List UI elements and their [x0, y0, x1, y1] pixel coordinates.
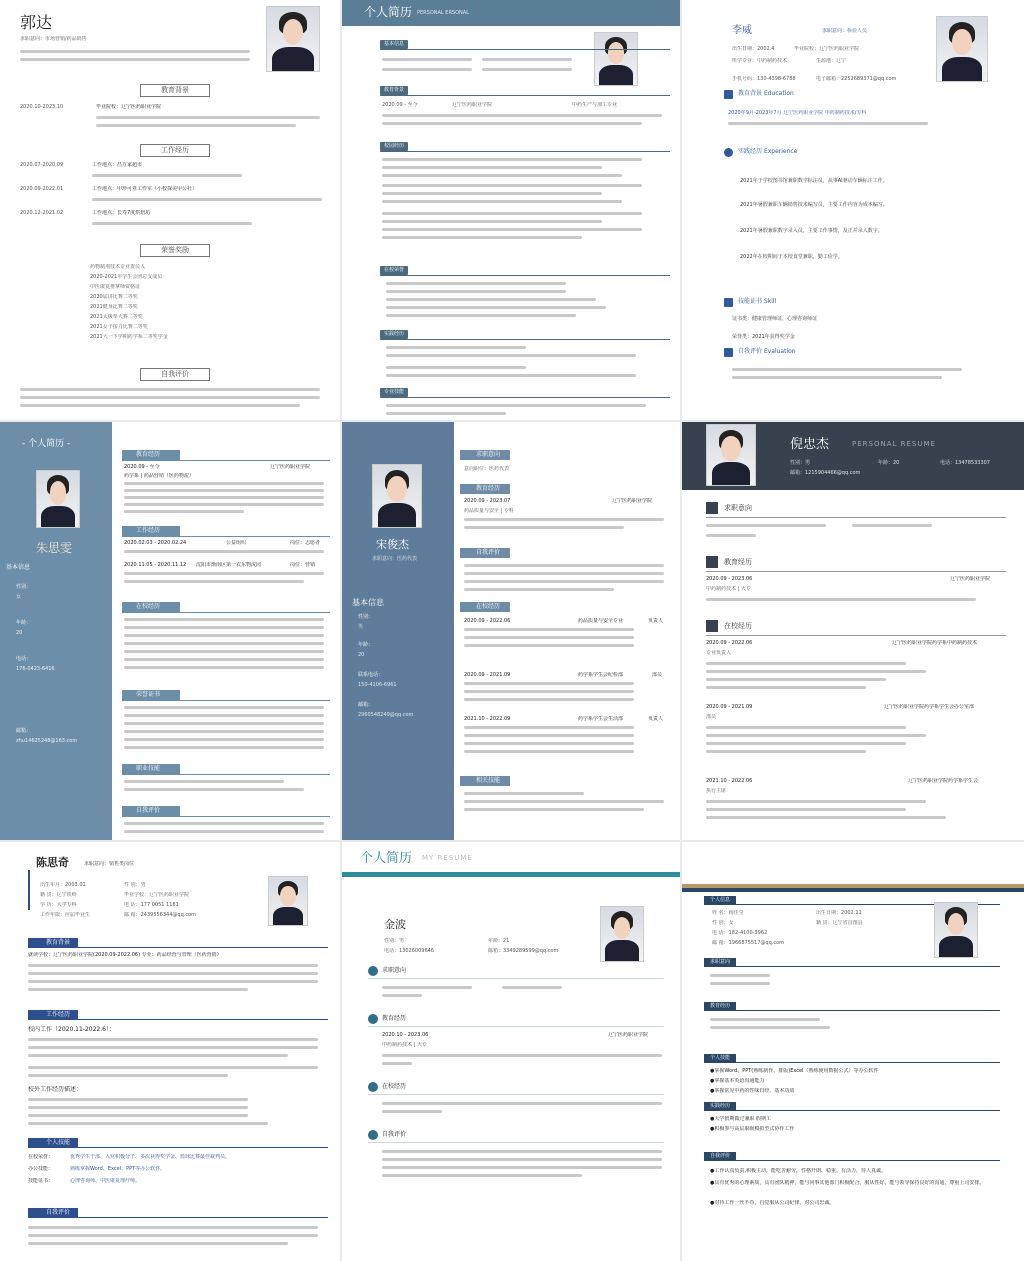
resume-title: 个人简历 — [360, 851, 413, 866]
age: 年龄：21 — [488, 938, 510, 944]
book-icon — [724, 298, 733, 307]
work-title: 校内工作（2020.11-2022.6）： — [28, 1026, 115, 1033]
campus-date: 2021.10 - 2022.09 — [464, 716, 511, 722]
section-title: 在校经历 — [460, 602, 510, 612]
campus-icon — [368, 1082, 378, 1092]
work-role: 岗位：志愿者 — [290, 540, 321, 546]
resume-objective: 求职意向：医药代表 — [372, 556, 418, 562]
campus-date: 2021.10 - 2022.06 — [706, 778, 753, 784]
edu-school: 辽宁医药职业学院 — [950, 576, 991, 582]
edu-school: 辽宁医药职业学院 — [452, 102, 493, 108]
work-place: 工作地点：甲珍可亚工作室（小校探美甲公社） — [92, 186, 198, 192]
work-company: 沈阳市渐南区第一农东物流园 — [196, 562, 262, 568]
section-title: 职业技能 — [122, 764, 180, 774]
evaluation-icon — [368, 1130, 378, 1140]
section-title: 基本信息 — [380, 40, 408, 49]
info-row: 出生日期：2002.11 — [816, 910, 862, 916]
resume-name: 陈思奇 — [36, 856, 69, 869]
section-title: 在校荣誉 — [380, 266, 408, 275]
section-title: 自我评价 — [122, 806, 180, 816]
skill-item: ●掌握常见中药的性味归经、基本功效 — [710, 1088, 795, 1094]
info-row: 邮 箱：2439556344@qq.com — [124, 912, 197, 918]
profile-photo — [706, 424, 756, 486]
education-icon — [368, 1014, 378, 1024]
honor-item: 中医康复推拿师资格证 — [90, 284, 141, 290]
section-title: 实践经历 Experience — [738, 148, 798, 155]
edu-school: 毕业院校：辽宁医药职业学院 — [96, 104, 162, 110]
section-title: 自我评价 Evaluation — [738, 348, 796, 355]
campus-org: 辽宁医药职业学院药学系学生会 — [908, 778, 979, 784]
gender: 性别：男 — [790, 460, 811, 466]
info-value: 2960548249@qq.com — [358, 712, 414, 718]
edu-school: 辽宁医药职业学院 — [608, 1032, 649, 1038]
info-label: 性别： — [358, 614, 374, 620]
section-title: 实践经历 — [380, 330, 408, 339]
edu-major: 药品质量与安全 | 专科 — [464, 508, 514, 514]
section-title: 个人技能 — [704, 1054, 736, 1062]
profile-photo — [268, 876, 308, 926]
edu-row: 2020年9月-2023年7月 辽宁医药职业学院 中药制药技术/专科 — [728, 110, 867, 116]
birth-date: 出生日期：2002.4 — [732, 46, 775, 52]
practice-item: ●大学假期做过兼职 假期工 — [710, 1116, 771, 1122]
info-label: 性别： — [16, 584, 32, 590]
resume-header — [342, 0, 680, 26]
work-date: 2020.02.03 - 2020.02.24 — [124, 540, 187, 546]
origin: 生源地：辽宁 — [816, 58, 847, 64]
profile-photo — [934, 902, 978, 958]
campus-org: 药学系学生会纪检部 — [578, 672, 624, 678]
info-label: 年龄： — [358, 642, 374, 648]
resume-panel-li-wei — [682, 0, 1024, 420]
experience-icon — [724, 148, 733, 157]
campus-org: 药学系学生会生活部 — [578, 716, 624, 722]
edu-major: 中药生产与加工专业 — [572, 102, 618, 108]
section-title: 荣誉证书 — [122, 690, 180, 700]
work-date: 2020.12-2021.02 — [20, 210, 64, 216]
edu-row: 就读学校：辽宁医药职业学院(2020.09-2022.06) 专业：药品经营与管理（医药营销） — [28, 952, 222, 958]
info-label: 邮箱： — [16, 728, 32, 734]
profile-photo — [594, 32, 638, 86]
section-title: 校园经历 — [380, 142, 408, 151]
campus-role: 专业负责人 — [706, 650, 732, 656]
info-row: 籍 贯：辽宁铁岭 — [40, 892, 77, 898]
experience-item: 2022年在校期间于本校食堂兼职，勤工俭学。 — [740, 254, 843, 260]
info-row: 学 历：大学专科 — [40, 902, 77, 908]
info-row: 姓 名：杨佳莹 — [712, 910, 744, 916]
section-title: 相关技能 — [460, 776, 510, 786]
resume-header — [682, 422, 1024, 490]
work-date: 2020.07-2020.09 — [20, 162, 64, 168]
section-title: 求职意向 — [382, 967, 407, 974]
info-value: 男 — [358, 624, 364, 630]
honor-item: 2020届讲比赛二等奖 — [90, 294, 138, 300]
honor-item: 2021健身比赛二等奖 — [90, 304, 138, 310]
section-title: 工作经历 — [140, 144, 210, 157]
resume-name: 郭达 — [20, 13, 53, 32]
resume-panel-zhu-siwen — [0, 422, 340, 840]
resume-panel-ni-zhongjie — [682, 422, 1024, 840]
eval-item: ●具有优秀的心理素质，具有团队精神，能与同事其他部门积极配合，服从性好，能与领导保持良好的沟通，尊重上司安排。 — [710, 1180, 985, 1186]
school: 毕业院校：辽宁医药职业学院 — [794, 46, 860, 52]
resume-title: - 个人简历 - — [22, 439, 71, 449]
campus-date: 2020.09 - 2022.06 — [464, 618, 511, 624]
section-title: 个人技能 — [28, 1138, 78, 1147]
campus-role: 负责人 — [648, 618, 664, 624]
section-title: 教育背景 Education — [738, 90, 794, 97]
section-title: 教育背景 — [140, 84, 210, 97]
skill-label: 在校荣誉： — [28, 1154, 54, 1160]
info-value: 20 — [16, 630, 23, 636]
campus-role: 负责人 — [648, 716, 664, 722]
work-title: 校外工作经历描述： — [28, 1086, 83, 1093]
section-title: 在校经历 — [724, 622, 752, 630]
resume-name: 宋俊杰 — [376, 538, 409, 551]
job-icon — [706, 502, 718, 514]
campus-org: 辽宁医药职业学院药学系学生会办公室部 — [884, 704, 975, 710]
work-date: 2020.11.05 - 2020.11.12 — [124, 562, 187, 568]
info-row: 性 别：男 — [124, 882, 146, 888]
resume-panel-song-junjie — [342, 422, 680, 840]
sidebar — [0, 422, 112, 840]
objective-row: 意向职位：医药代表 — [464, 466, 510, 472]
skill-label: 技能证书： — [28, 1178, 54, 1184]
experience-item: 2021年暑假兼职车辆销售技术编写员，主要工作内容为成本编写。 — [740, 202, 888, 208]
info-row: 邮 箱：1966875517@qq.com — [712, 940, 785, 946]
email: 邮箱：3349289599@qq.com — [488, 948, 559, 954]
resume-subtitle: PERSONAL RESUME — [852, 440, 936, 448]
education-icon — [706, 556, 718, 568]
email: 电子邮箱：2252689371@qq.com — [816, 76, 897, 82]
resume-name: 李威 — [732, 25, 752, 36]
edu-school: 辽宁医药职业学院 — [612, 498, 653, 504]
resume-panel-yang-jiaying — [682, 842, 1024, 1261]
section-title: 自我评价 — [28, 1208, 78, 1217]
info-row: 籍 贯：辽宁省昌图县 — [816, 920, 863, 926]
info-row: 性 别：女 — [712, 920, 734, 926]
major: 所学专业：中药制药技术 — [732, 58, 788, 64]
profile-photo — [936, 16, 988, 82]
section-title: 实践经历 — [704, 1102, 736, 1110]
info-value: 176-0423-6416 — [16, 666, 55, 672]
skill-label: 办公技能： — [28, 1166, 54, 1172]
certificate-row: 证书类：健康管理师证，心理咨询师证 — [732, 316, 818, 322]
section-title: 教育背景 — [380, 86, 408, 95]
section-title: 教育背景 — [28, 938, 78, 947]
profile-photo — [36, 470, 80, 528]
info-label: 电话： — [16, 656, 32, 662]
profile-photo — [266, 6, 320, 72]
section-title: 教育经历 — [122, 450, 180, 460]
basic-info-label: 基本信息 — [352, 598, 384, 607]
section-title: 教育经历 — [460, 484, 510, 494]
info-row: 出生年月：2003.01 — [40, 882, 86, 888]
basic-info-label: 基本信息 — [6, 564, 31, 571]
resume-subtitle: MY RESUME — [422, 854, 473, 862]
accent-band — [682, 888, 1024, 892]
education-icon — [724, 90, 733, 99]
edu-date: 2020.09 - 2023.07 — [464, 498, 511, 504]
section-title: 荣誉奖励 — [140, 244, 210, 257]
resume-panel-guo-da — [0, 0, 340, 420]
edu-major: 中药制药技术 | 大专 — [706, 586, 751, 592]
practice-item: ●积极参与高层职级模拟型式协作工作 — [710, 1126, 795, 1132]
section-title: 技能证书 Skill — [738, 298, 777, 305]
info-value: 150-4106-6961 — [358, 682, 397, 688]
campus-org: 药品质量与安全专业 — [578, 618, 624, 624]
target-icon — [368, 966, 378, 976]
profile-photo — [600, 906, 644, 962]
section-title: 个人信息 — [704, 896, 736, 904]
campus-date: 2020.09 - 2021.09 — [464, 672, 511, 678]
campus-role: 部员 — [706, 714, 717, 720]
phone: 电话：13478533307 — [940, 460, 990, 466]
phone: 手机号码：130-4398-6788 — [732, 76, 796, 82]
resume-name: 朱思雯 — [36, 541, 73, 555]
info-row: 电 话：177 0051 1181 — [124, 902, 179, 908]
edu-major: 中药制药技术 | 大专 — [382, 1042, 427, 1048]
work-place: 工作地点：昌万家超市 — [92, 162, 143, 168]
section-title: 专业技能 — [380, 388, 408, 397]
info-value: 20 — [358, 652, 365, 658]
section-title: 工作经历 — [28, 1010, 78, 1019]
email: 邮箱：1215904466@qq.com — [790, 470, 861, 476]
work-place: 工作地点：长寿7度烘焙坊 — [92, 210, 151, 216]
section-title: 自我评价 — [140, 368, 210, 381]
section-title: 工作经历 — [122, 526, 180, 536]
gender: 性别：男 — [384, 938, 405, 944]
campus-date: 2020.09 - 2021.09 — [706, 704, 753, 710]
info-label: 邮箱： — [358, 702, 374, 708]
experience-item: 2021年暑假兼职数字录入员，主要工作事情，及正并录入数字。 — [740, 228, 883, 234]
eval-item: ●对待工作一丝不苟，自觉服从公司纪律，对公司忠诚。 — [710, 1200, 835, 1206]
honor-item: 2021女子接力比赛二等奖 — [90, 324, 148, 330]
section-title: 教育经历 — [704, 1002, 736, 1010]
phone: 电话：13026009646 — [384, 948, 434, 954]
edu-date: 2020.10 - 2023.06 — [382, 1032, 429, 1038]
skill-value: 熟练掌握Word、Excel、PPT等办公软件。 — [70, 1166, 166, 1172]
sidebar — [342, 422, 454, 840]
info-label: 联系电话： — [358, 672, 384, 678]
work-company: 公益组织 — [226, 540, 247, 546]
campus-org: 辽宁医药职业学院药学系中药制药技术 — [892, 640, 978, 646]
honor-item: 2021太极拳大赛二等奖 — [90, 314, 143, 320]
info-label: 年龄： — [16, 620, 32, 626]
resume-subtitle: PERSONAL ERSONAL — [417, 10, 469, 16]
skill-value: 优秀学生干部、入党积极分子、多次获得奖学金、篮球比赛最佳裁判员。 — [70, 1154, 231, 1160]
info-row: 毕业学校：辽宁医药职业学院 — [124, 892, 190, 898]
section-title: 在校经历 — [382, 1083, 407, 1090]
resume-panel-chen-siqi — [0, 842, 340, 1261]
edu-date: 2020.09 - 至今 — [124, 464, 160, 470]
skill-item: ●掌握基本英语沟通能力 — [710, 1078, 765, 1084]
info-row: 工作年限：应届毕业生 — [40, 912, 91, 918]
skill-value: 心理咨询师、中医康复理疗师。 — [70, 1178, 141, 1184]
profile-photo — [372, 464, 422, 528]
eval-item: ●工作认真负责,积极主动，能吃苦耐劳，性格开朗、稳重、有活力，待人真诚。 — [710, 1168, 886, 1174]
edu-major: 药学系 | 药品营销（医药物流） — [124, 473, 194, 479]
resume-objective: 求职意向：检验人员 — [822, 28, 868, 34]
campus-role: 执行主席 — [706, 788, 727, 794]
section-title: 教育经历 — [724, 558, 752, 566]
info-value: 女 — [16, 594, 22, 600]
campus-role: 部员 — [652, 672, 663, 678]
edu-school: 辽宁医药职业学院 — [270, 464, 311, 470]
resume-title: 个人简历 — [364, 5, 413, 19]
campus-date: 2020.09 - 2022.06 — [706, 640, 753, 646]
work-date: 2020.09-2022.01 — [20, 186, 64, 192]
evaluation-icon — [724, 348, 733, 357]
campus-icon — [706, 620, 718, 632]
honor-item: 药物制剂技术专业委员人 — [90, 264, 146, 270]
honor-item: 2020-2021年学生会团总支成员 — [90, 274, 163, 280]
age: 年龄：20 — [878, 460, 900, 466]
edu-date: 2020.09 - 2023.06 — [706, 576, 753, 582]
section-title: 教育经历 — [382, 1015, 407, 1022]
resume-name: 倪忠杰 — [790, 437, 830, 452]
edu-date: 2020.09 - 至今 — [382, 102, 418, 108]
section-title: 自我评价 — [382, 1131, 407, 1138]
award-row: 荣誉类：2021年获得奖学金 — [732, 334, 795, 340]
section-title: 自我评价 — [704, 1152, 736, 1160]
accent-band — [342, 872, 680, 877]
accent-line — [28, 870, 30, 910]
work-role: 岗位：营销 — [290, 562, 316, 568]
info-value: zhu14625248@163.com — [16, 738, 78, 744]
experience-item: 2021年于学校图书馆兼职数字标注员，从事AI驱动车辆标注工作。 — [740, 178, 888, 184]
honor-item: 2021大一下学期药学系二等奖学金 — [90, 334, 168, 340]
section-title: 自我评价 — [460, 548, 510, 558]
resume-objective: 求职意向：销售类岗位 — [84, 861, 135, 867]
resume-panel-jin-bo — [342, 842, 680, 1261]
section-title: 在校经历 — [122, 602, 180, 612]
section-title: 求职意向 — [724, 504, 752, 512]
section-title: 求职意向 — [460, 450, 510, 460]
resume-panel-2 — [342, 0, 680, 420]
edu-date: 2020.10-2023.10 — [20, 104, 64, 110]
resume-name: 金波 — [384, 918, 406, 931]
skill-item: ●掌握Word、PPT(熟练制作、排版)Excel（熟练使用数据公式）等办公软件 — [710, 1068, 879, 1074]
section-title: 求职意向 — [704, 958, 736, 966]
resume-objective: 求职意向：市场营销/药品销售 — [20, 36, 87, 42]
info-row: 电 话：182-4100-3962 — [712, 930, 768, 936]
